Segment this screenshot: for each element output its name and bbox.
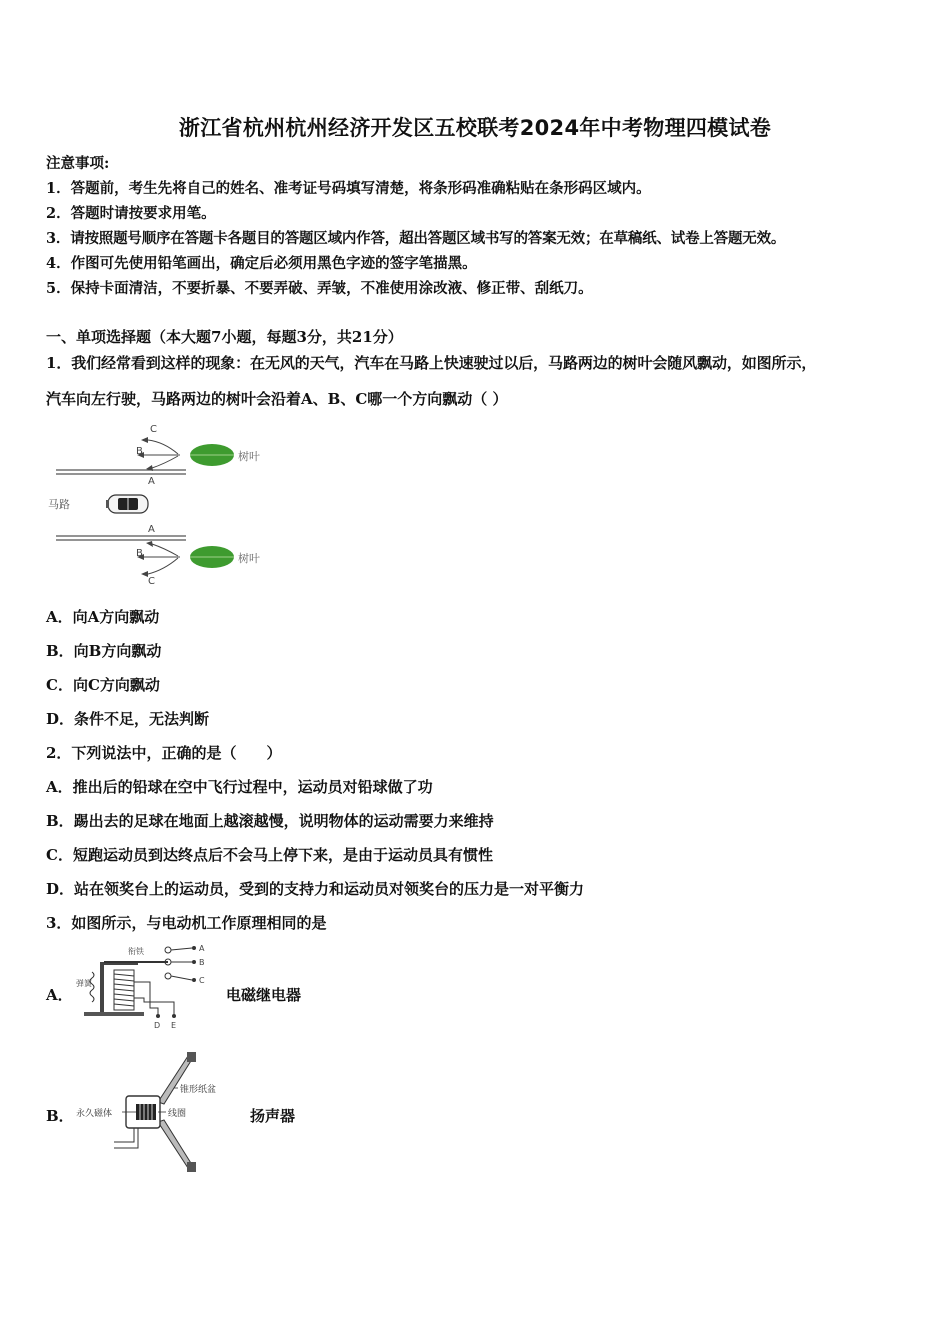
relay-label-spring: 弹簧 bbox=[76, 979, 92, 988]
relay-label-d: D bbox=[154, 1021, 161, 1030]
q2-option-c: C．短跑运动员到达终点后不会马上停下来，是由于运动员具有惯性 bbox=[46, 846, 493, 864]
relay-label-a: A bbox=[199, 944, 205, 953]
q1-road-figure bbox=[44, 418, 284, 590]
relay-label-b: B bbox=[199, 958, 205, 967]
q1-label-a-upper: A bbox=[148, 476, 155, 487]
notice-item-4: 4．作图可先使用铅笔画出，确定后必须用黑色字迹的签字笔描黑。 bbox=[46, 255, 477, 272]
q2-stem: 2．下列说法中，正确的是（ ） bbox=[46, 744, 282, 762]
speaker-figure bbox=[74, 1050, 244, 1174]
q1-option-b: B．向B方向飘动 bbox=[46, 642, 162, 660]
notice-item-1: 1．答题前，考生先将自己的姓名、准考证号码填写清楚，将条形码准确粘贴在条形码区域内。 bbox=[46, 180, 651, 197]
relay-figure bbox=[74, 942, 214, 1030]
q3-stem: 3．如图所示，与电动机工作原理相同的是 bbox=[46, 914, 327, 932]
speaker-label-coil: 线圈 bbox=[168, 1109, 187, 1119]
q1-label-c-upper: C bbox=[150, 424, 157, 435]
q2-option-b: B．踢出去的足球在地面上越滚越慢，说明物体的运动需要力来维持 bbox=[46, 812, 494, 830]
q1-label-c-lower: C bbox=[148, 576, 155, 587]
q3-option-a-caption: 电磁继电器 bbox=[226, 986, 302, 1004]
q1-option-a: A．向A方向飘动 bbox=[46, 608, 160, 626]
q1-label-a-lower: A bbox=[148, 524, 155, 535]
q3-option-a-letter: A． bbox=[46, 986, 73, 1004]
q3-option-b-caption: 扬声器 bbox=[250, 1107, 296, 1125]
q2-option-a: A．推出后的铅球在空中飞行过程中，运动员对铅球做了功 bbox=[46, 778, 433, 796]
page-title: 浙江省杭州杭州经济开发区五校联考2024年中考物理四模试卷 bbox=[178, 116, 772, 140]
q1-road-label: 马路 bbox=[48, 498, 70, 511]
notice-item-2: 2．答题时请按要求用笔。 bbox=[46, 205, 216, 222]
relay-label-armature: 衔铁 bbox=[128, 947, 144, 956]
section-heading: 一、单项选择题（本大题7小题，每题3分，共21分） bbox=[46, 328, 403, 346]
car-icon bbox=[106, 495, 148, 513]
q1-stem-line1: 1．我们经常看到这样的现象：在无风的天气，汽车在马路上快速驶过以后，马路两边的树叶会随风飘动，如图所示， bbox=[46, 354, 817, 372]
speaker-label-cone: 锥形纸盆 bbox=[180, 1085, 217, 1095]
q1-leaf-label-upper: 树叶 bbox=[238, 450, 260, 463]
q2-option-d: D．站在领奖台上的运动员，受到的支持力和运动员对领奖台的压力是一对平衡力 bbox=[46, 880, 585, 898]
relay-label-c: C bbox=[199, 976, 205, 985]
notice-item-3: 3．请按照题号顺序在答题卡各题目的答题区域内作答，超出答题区域书写的答案无效；在草稿纸、试卷上答题无效。 bbox=[46, 230, 786, 247]
q3-option-b-letter: B． bbox=[46, 1107, 74, 1125]
speaker-label-magnet: 永久磁体 bbox=[76, 1109, 113, 1119]
q1-label-b-upper: B bbox=[136, 446, 143, 457]
q1-leaf-label-lower: 树叶 bbox=[238, 552, 260, 565]
notice-heading: 注意事项: bbox=[46, 155, 110, 172]
q1-stem-line2: 汽车向左行驶，马路两边的树叶会沿着A、B、C哪一个方向飘动（ ） bbox=[46, 390, 508, 408]
q1-option-d: D．条件不足，无法判断 bbox=[46, 710, 210, 728]
q1-label-b-lower: B bbox=[136, 548, 143, 559]
q1-option-c: C．向C方向飘动 bbox=[46, 676, 160, 694]
notice-item-5: 5．保持卡面清洁，不要折暴、不要弄破、弄皱，不准使用涂改液、修正带、刮纸刀。 bbox=[46, 280, 593, 297]
relay-label-e: E bbox=[171, 1021, 177, 1030]
